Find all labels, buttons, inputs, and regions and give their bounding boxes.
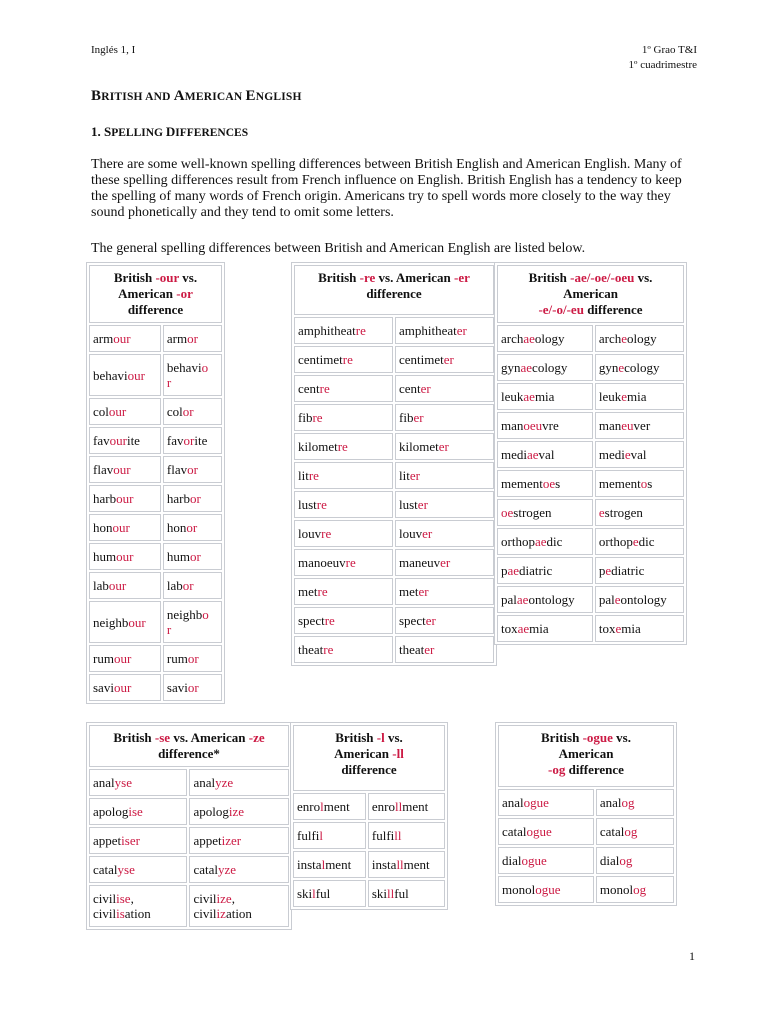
table-row (89, 456, 222, 483)
british-word: lustre (294, 491, 393, 518)
american-word: estrogen (595, 499, 684, 526)
table-row (89, 885, 289, 927)
table-row (497, 586, 684, 613)
table-se-ze (86, 722, 292, 930)
header-course: Inglés 1, I (91, 44, 136, 56)
american-word: installment (368, 851, 445, 878)
british-word: leukaemia (497, 383, 593, 410)
british-word: favourite (89, 427, 161, 454)
header-grade: 1º Grao T&I (641, 44, 697, 56)
american-word: dialog (596, 847, 674, 874)
british-word: centimetre (294, 346, 393, 373)
american-word: luster (395, 491, 494, 518)
british-word: paediatric (497, 557, 593, 584)
table-row (497, 499, 684, 526)
american-word: medieval (595, 441, 684, 468)
british-word: instalment (293, 851, 366, 878)
table-row (498, 847, 674, 874)
table-ae-e (494, 262, 687, 645)
table-l-ll (290, 722, 448, 910)
british-word: appetiser (89, 827, 187, 854)
british-word: catalogue (498, 818, 594, 845)
british-word: saviour (89, 674, 161, 701)
british-word: gynaecology (497, 354, 593, 381)
american-word: mementos (595, 470, 684, 497)
table-row (294, 578, 494, 605)
table-row (293, 880, 445, 907)
table-re-er (291, 262, 497, 666)
table-row (498, 818, 674, 845)
american-word: maneuver (395, 549, 494, 576)
american-word: appetizer (189, 827, 289, 854)
british-word: litre (294, 462, 393, 489)
table-row (294, 433, 494, 460)
british-word: archaeology (497, 325, 593, 352)
table-row (294, 520, 494, 547)
british-word: louvre (294, 520, 393, 547)
british-word: armour (89, 325, 161, 352)
american-word: harbor (163, 485, 222, 512)
american-word: paleontology (595, 586, 684, 613)
british-word: skilful (293, 880, 366, 907)
table-row (89, 398, 222, 425)
table-row (294, 346, 494, 373)
table-header: British -re vs. American -er difference (294, 265, 494, 315)
british-word: orthopaedic (497, 528, 593, 555)
table-row (89, 354, 222, 396)
british-word: neighbour (89, 601, 161, 643)
section-heading: 1. SPELLING DIFFERENCES (91, 124, 249, 139)
table-row (89, 485, 222, 512)
table-row (89, 798, 289, 825)
page-number: 1 (689, 949, 695, 963)
british-word: toxaemia (497, 615, 593, 642)
american-word: honor (163, 514, 222, 541)
table-row (294, 462, 494, 489)
british-word: oestrogen (497, 499, 593, 526)
header-meta (629, 43, 697, 73)
table-header: British -ae/-oe/-oeu vs. American -e/-o/-eu difference (497, 265, 684, 323)
table-header: British -l vs. American -ll difference (293, 725, 445, 791)
document-title: BRITISH AND AMERICAN ENGLISH (91, 88, 302, 104)
header-term: 1º cuadrimestre (628, 59, 697, 71)
british-word: spectre (294, 607, 393, 634)
british-word: monologue (498, 876, 594, 903)
table-row (497, 441, 684, 468)
american-word: amphitheater (395, 317, 494, 344)
american-word: specter (395, 607, 494, 634)
american-word: enrollment (368, 793, 445, 820)
american-word: behavio r (163, 354, 222, 396)
american-word: orthopedic (595, 528, 684, 555)
american-word: rumor (163, 645, 222, 672)
british-word: dialogue (498, 847, 594, 874)
table-row (89, 325, 222, 352)
british-word: kilometre (294, 433, 393, 460)
table-row (293, 793, 445, 820)
american-word: fiber (395, 404, 494, 431)
table-row (497, 615, 684, 642)
british-word: harbour (89, 485, 161, 512)
american-word: liter (395, 462, 494, 489)
american-word: maneuver (595, 412, 684, 439)
british-word: analogue (498, 789, 594, 816)
table-header: British -se vs. American -ze difference* (89, 725, 289, 767)
table-row (89, 645, 222, 672)
american-word: kilometer (395, 433, 494, 460)
american-word: theater (395, 636, 494, 663)
british-word: analyse (89, 769, 187, 796)
british-word: honour (89, 514, 161, 541)
table-row (89, 601, 222, 643)
british-word: civilise, civilisation (89, 885, 187, 927)
table-row (293, 822, 445, 849)
british-word: labour (89, 572, 161, 599)
american-word: armor (163, 325, 222, 352)
table-row (498, 876, 674, 903)
table-row (497, 354, 684, 381)
american-word: analyze (189, 769, 289, 796)
american-word: color (163, 398, 222, 425)
american-word: civilize, civilization (189, 885, 289, 927)
table-header: British -our vs. American -or difference (89, 265, 222, 323)
table-row (294, 491, 494, 518)
american-word: toxemia (595, 615, 684, 642)
american-word: apologize (189, 798, 289, 825)
american-word: flavor (163, 456, 222, 483)
table-row (498, 789, 674, 816)
american-word: monolog (596, 876, 674, 903)
american-word: humor (163, 543, 222, 570)
british-word: centre (294, 375, 393, 402)
table-row (294, 375, 494, 402)
intro-paragraph: There are some well-known spelling differences between British English and American English. Many of these spelling differences result from French influence on English. British English has a tendency to keep the spelling of many words of French origin. Americans try to spell words more closely to the way they sound phonetically and they tend to omit some letters. (91, 157, 682, 220)
table-row (293, 851, 445, 878)
table-row (497, 470, 684, 497)
american-word: archeology (595, 325, 684, 352)
american-word: fulfill (368, 822, 445, 849)
table-row (294, 404, 494, 431)
table-row (497, 325, 684, 352)
table-row (497, 412, 684, 439)
british-word: rumour (89, 645, 161, 672)
british-word: behaviour (89, 354, 161, 396)
table-row (294, 607, 494, 634)
american-word: centimeter (395, 346, 494, 373)
american-word: skillful (368, 880, 445, 907)
list-intro-paragraph: The general spelling differences between British and American English are listed below. (91, 241, 586, 256)
table-row (294, 636, 494, 663)
british-word: mementoes (497, 470, 593, 497)
table-header: British -ogue vs. American -og difference (498, 725, 674, 787)
table-row (89, 769, 289, 796)
british-word: manoeuvre (497, 412, 593, 439)
american-word: catalog (596, 818, 674, 845)
american-word: leukemia (595, 383, 684, 410)
table-row (294, 549, 494, 576)
british-word: catalyse (89, 856, 187, 883)
american-word: analog (596, 789, 674, 816)
american-word: savior (163, 674, 222, 701)
table-row (89, 427, 222, 454)
table-row (89, 674, 222, 701)
british-word: manoeuvre (294, 549, 393, 576)
american-word: meter (395, 578, 494, 605)
american-word: pediatric (595, 557, 684, 584)
british-word: palaeontology (497, 586, 593, 613)
british-word: fibre (294, 404, 393, 431)
table-row (497, 383, 684, 410)
table-row (497, 528, 684, 555)
american-word: catalyze (189, 856, 289, 883)
table-row (497, 557, 684, 584)
british-word: apologise (89, 798, 187, 825)
table-row (89, 572, 222, 599)
american-word: louver (395, 520, 494, 547)
american-word: favorite (163, 427, 222, 454)
american-word: center (395, 375, 494, 402)
table-row (89, 514, 222, 541)
british-word: amphitheatre (294, 317, 393, 344)
british-word: metre (294, 578, 393, 605)
british-word: mediaeval (497, 441, 593, 468)
british-word: theatre (294, 636, 393, 663)
british-word: flavour (89, 456, 161, 483)
american-word: gynecology (595, 354, 684, 381)
british-word: enrolment (293, 793, 366, 820)
table-row (294, 317, 494, 344)
british-word: colour (89, 398, 161, 425)
table-our-or (86, 262, 225, 704)
table-row (89, 543, 222, 570)
american-word: labor (163, 572, 222, 599)
table-row (89, 856, 289, 883)
british-word: fulfil (293, 822, 366, 849)
british-word: humour (89, 543, 161, 570)
table-ogue-og (495, 722, 677, 906)
american-word: neighbo r (163, 601, 222, 643)
table-row (89, 827, 289, 854)
